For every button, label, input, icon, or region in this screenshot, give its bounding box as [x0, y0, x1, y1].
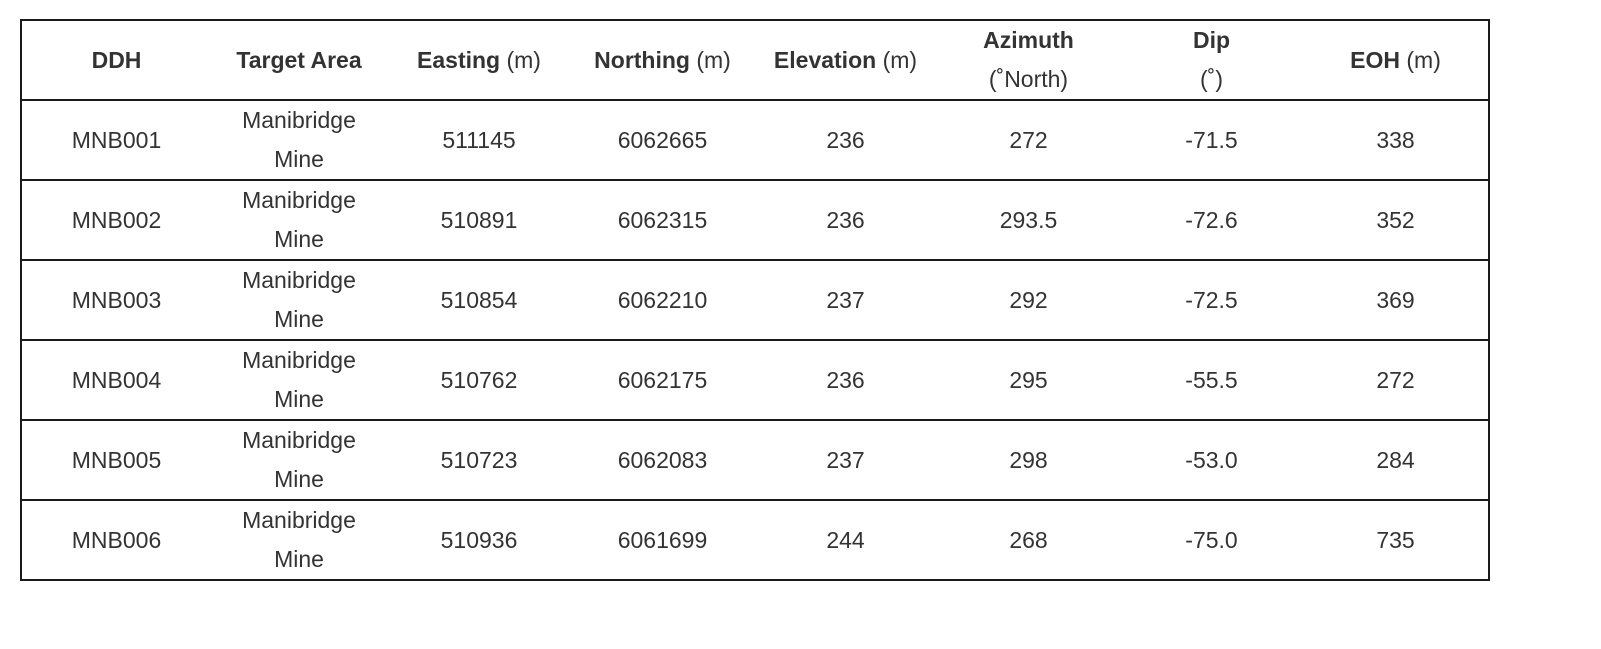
cell-northing: 6061699	[617, 526, 708, 553]
cell-northing: 6062210	[617, 286, 708, 313]
cell-northing: 6062175	[617, 366, 708, 393]
cell-dip: -72.5	[1185, 286, 1238, 313]
cell-elevation: 236	[826, 206, 865, 233]
cell-easting: 510854	[440, 286, 518, 313]
cell-ddh: MNB004	[71, 366, 162, 393]
cell-dip: -75.0	[1185, 526, 1238, 553]
cell-target-area: Manibridge Mine	[242, 427, 356, 492]
cell-easting: 511145	[442, 126, 516, 153]
cell-target-area: Manibridge Mine	[242, 187, 356, 252]
cell-elevation: 236	[826, 126, 865, 153]
drill-hole-table-container	[20, 19, 1488, 581]
table-row	[21, 340, 1489, 420]
cell-eoh: 284	[1376, 446, 1415, 473]
cell-ddh: MNB005	[71, 446, 162, 473]
header-azimuth-unit: (˚North)	[988, 66, 1069, 92]
cell-azimuth: 295	[1009, 366, 1048, 393]
cell-elevation: 244	[826, 526, 865, 553]
header-ddh: DDH	[91, 46, 142, 73]
header-easting: Easting (m)	[417, 46, 541, 73]
header-eoh: EOH (m)	[1350, 46, 1441, 73]
header-northing: Northing (m)	[594, 46, 731, 73]
table-row	[21, 180, 1489, 260]
cell-ddh: MNB002	[71, 206, 162, 233]
cell-easting: 510723	[440, 446, 518, 473]
cell-eoh: 352	[1376, 206, 1415, 233]
cell-target-area: Manibridge Mine	[242, 267, 356, 332]
cell-eoh: 272	[1376, 366, 1415, 393]
cell-easting: 510936	[440, 526, 518, 553]
cell-azimuth: 268	[1009, 526, 1048, 553]
cell-dip: -53.0	[1185, 446, 1238, 473]
cell-ddh: MNB003	[71, 286, 162, 313]
cell-elevation: 236	[826, 366, 865, 393]
table-header-row	[21, 20, 1489, 100]
cell-eoh: 369	[1376, 286, 1415, 313]
cell-northing: 6062083	[617, 446, 708, 473]
cell-dip: -72.6	[1185, 206, 1238, 233]
table-row	[21, 420, 1489, 500]
cell-easting: 510891	[440, 206, 518, 233]
header-easting-unit: (m)	[500, 46, 541, 73]
header-dip: Dip (˚)	[1192, 27, 1231, 92]
cell-azimuth: 298	[1009, 446, 1048, 473]
cell-ddh: MNB006	[71, 526, 162, 553]
cell-azimuth: 272	[1009, 126, 1048, 153]
header-elevation: Elevation (m)	[773, 46, 918, 73]
header-eoh-unit: (m)	[1399, 46, 1441, 73]
cell-target-area: Manibridge Mine	[242, 507, 356, 572]
cell-dip: -71.5	[1185, 126, 1238, 153]
cell-northing: 6062315	[617, 206, 708, 233]
table-row	[21, 100, 1489, 180]
header-elevation-unit: (m)	[876, 46, 918, 73]
cell-azimuth: 293.5	[999, 206, 1058, 233]
cell-northing: 6062665	[617, 126, 708, 153]
cell-target-area: Manibridge Mine	[242, 347, 356, 412]
cell-eoh: 735	[1376, 526, 1415, 553]
header-dip-unit: (˚)	[1200, 66, 1223, 92]
cell-target-area: Manibridge Mine	[242, 107, 356, 172]
cell-elevation: 237	[826, 286, 865, 313]
cell-ddh: MNB001	[71, 126, 162, 153]
cell-easting: 510762	[440, 366, 518, 393]
header-northing-unit: (m)	[689, 46, 731, 73]
cell-azimuth: 292	[1009, 286, 1048, 313]
drill-hole-table	[20, 19, 1490, 581]
cell-elevation: 237	[826, 446, 865, 473]
cell-eoh: 338	[1376, 126, 1415, 153]
cell-dip: -55.5	[1185, 366, 1238, 393]
table-row	[21, 500, 1489, 580]
header-azimuth: Azimuth (˚North)	[983, 27, 1074, 92]
header-target-area: Target Area	[236, 46, 362, 73]
table-row	[21, 260, 1489, 340]
